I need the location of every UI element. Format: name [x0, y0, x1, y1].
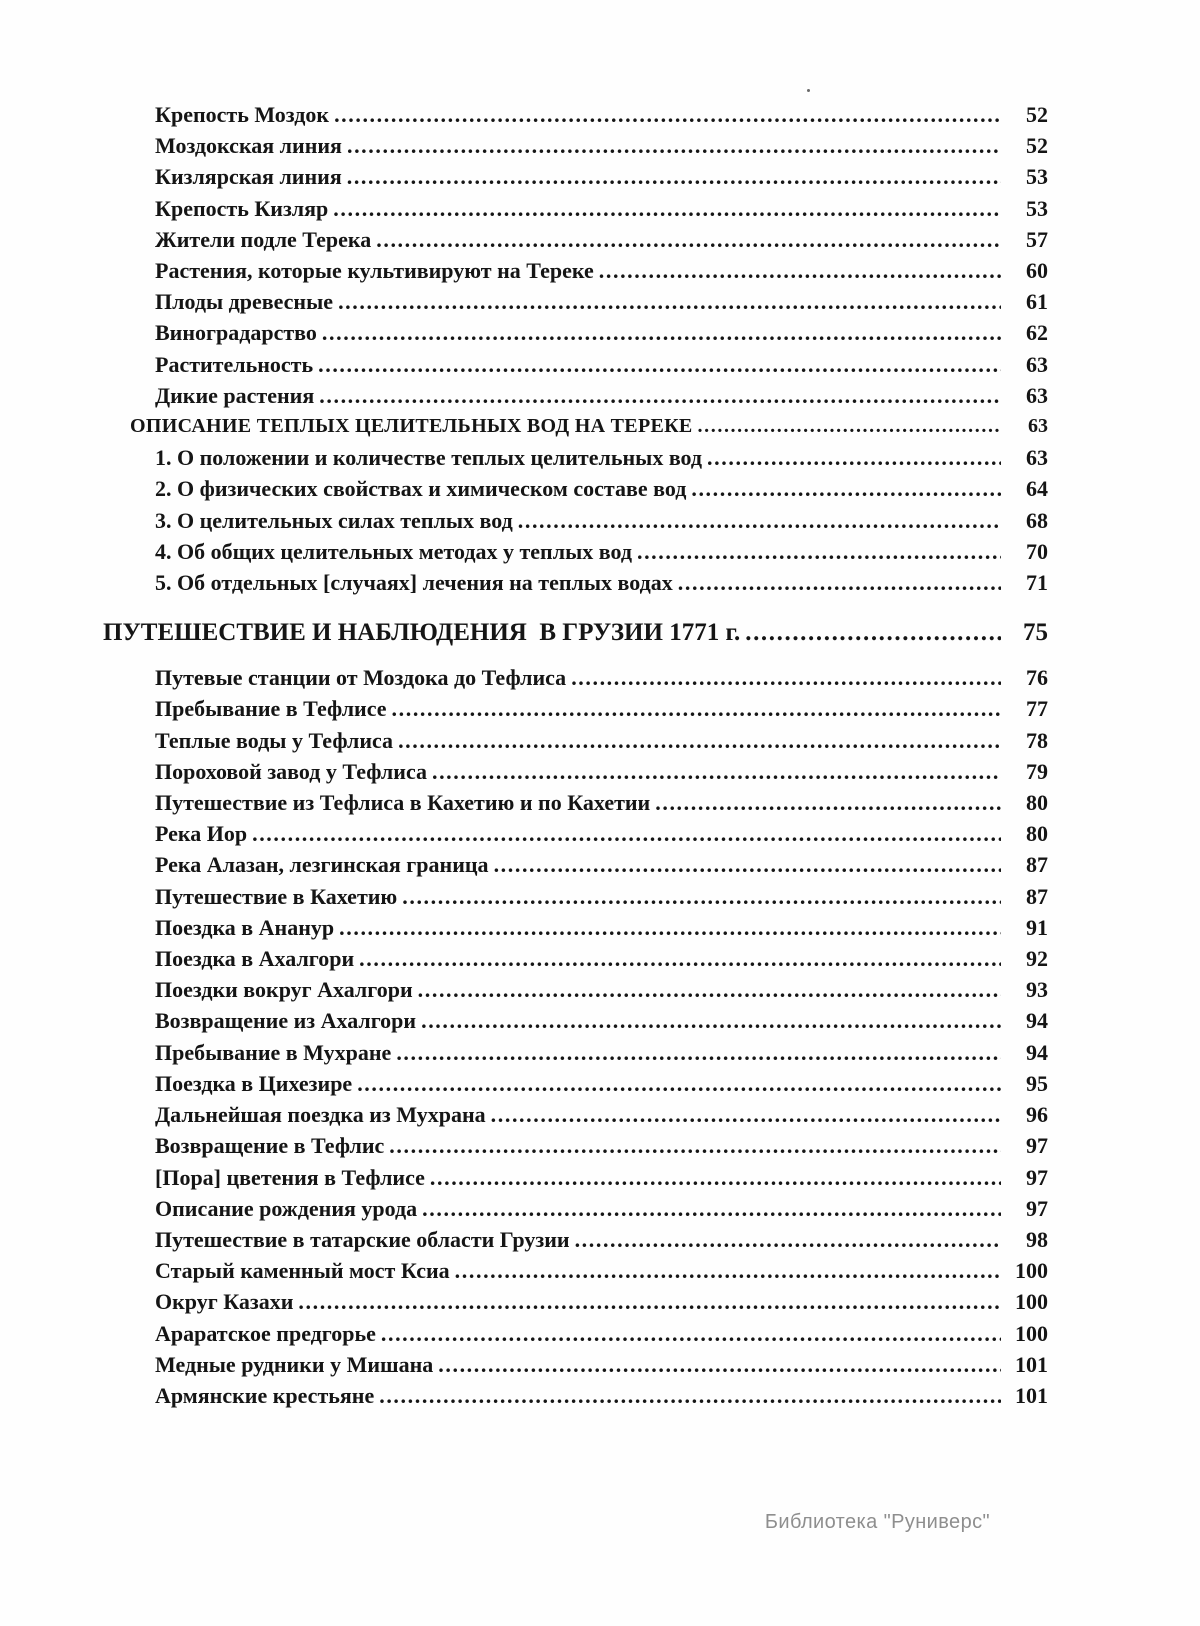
toc-entry-title: 4. Об общих целительных методах у теплых вод — [155, 538, 632, 564]
toc-entry-title: 2. О физических свойствах и химическом составе вод — [155, 476, 687, 502]
toc-entry-row — [103, 473, 1048, 504]
toc-entry-row — [103, 1193, 1048, 1224]
toc-entry-title: Путевые станции от Моздока до Тефлиса — [155, 665, 567, 691]
dotted-leader — [319, 380, 1001, 411]
dotted-leader — [318, 349, 1001, 380]
toc-entry-row — [103, 1162, 1048, 1193]
dotted-leader — [455, 1255, 1001, 1286]
toc-page-number: 57 — [1026, 226, 1048, 252]
toc-entry-row — [103, 725, 1048, 756]
toc-entry-title: Дикие растения — [155, 382, 315, 408]
dotted-leader — [381, 1318, 1001, 1349]
toc-page-number: 70 — [1026, 538, 1048, 564]
dotted-leader — [359, 943, 1001, 974]
toc-page-number: 94 — [1026, 1008, 1048, 1034]
toc-entry-title: Медные рудники у Мишана — [155, 1351, 434, 1377]
dotted-leader — [491, 1099, 1001, 1130]
toc-page-number: 63 — [1026, 351, 1048, 377]
toc-entry-title: Возвращение из Ахалгори — [155, 1008, 417, 1034]
toc-page-number: 80 — [1026, 790, 1048, 816]
toc-entry-title: Плоды древесные — [155, 289, 334, 315]
dotted-leader — [333, 193, 1001, 224]
toc-entry-row — [103, 536, 1048, 567]
toc-entry-row — [103, 1224, 1048, 1255]
toc-entry-title: Араратское предгорье — [155, 1320, 376, 1346]
toc-page-number: 97 — [1026, 1164, 1048, 1190]
toc-entry-title: Поездки вокруг Ахалгори — [155, 977, 413, 1003]
toc-page-number: 100 — [1015, 1289, 1048, 1315]
toc-entry-row — [103, 1037, 1048, 1068]
toc-entry-title: Путешествие в татарские области Грузии — [155, 1226, 570, 1252]
dotted-leader — [494, 849, 1001, 880]
toc-page-number: 53 — [1026, 164, 1048, 190]
toc-entry-title: Армянские крестьяне — [155, 1382, 375, 1408]
toc-entry-row — [103, 505, 1048, 536]
dotted-leader — [396, 1037, 1001, 1068]
toc-entry-title: Поездка в Ахалгори — [155, 946, 355, 972]
toc-page-number: 101 — [1015, 1351, 1048, 1377]
library-watermark: Библиотека "Руниверс" — [764, 1511, 990, 1533]
toc-entry-title: [Пора] цветения в Тефлисе — [155, 1164, 425, 1190]
toc-entry-title: Крепость Кизляр — [155, 195, 329, 221]
toc-entry-row — [103, 1068, 1048, 1099]
dotted-leader — [745, 616, 1001, 649]
toc-entry-row — [103, 1255, 1048, 1286]
dotted-leader — [298, 1286, 1001, 1317]
dotted-leader — [252, 818, 1001, 849]
dotted-leader — [422, 1193, 1001, 1224]
toc-entry-title: Путешествие из Тефлиса в Кахетию и по Кахетии — [155, 790, 651, 816]
toc-entry-row — [103, 1130, 1048, 1161]
dotted-leader — [571, 662, 1001, 693]
toc-entry-row — [103, 193, 1048, 224]
table-of-contents — [103, 99, 1048, 1411]
toc-entry-row — [103, 756, 1048, 787]
toc-page-number: 68 — [1026, 507, 1048, 533]
dotted-leader — [398, 725, 1001, 756]
toc-page-number: 97 — [1026, 1133, 1048, 1159]
toc-entry-title: Виноградарство — [155, 320, 317, 346]
toc-page-number: 93 — [1026, 977, 1048, 1003]
toc-entry-title: ОПИСАНИЕ ТЕПЛЫХ ЦЕЛИТЕЛЬНЫХ ВОД НА ТЕРЕКЕ — [130, 415, 693, 438]
toc-page-number: 79 — [1026, 758, 1048, 784]
toc-entry-row — [103, 693, 1048, 724]
toc-entry-title: Река Иор — [155, 821, 248, 847]
toc-entry-row — [103, 1099, 1048, 1130]
dotted-leader — [438, 1349, 1001, 1380]
toc-entry-title: Река Алазан, лезгинская граница — [155, 852, 489, 878]
toc-entry-title: 3. О целительных силах теплых вод — [155, 507, 513, 533]
toc-entry-title: Округ Казахи — [155, 1289, 294, 1315]
toc-entry-row — [103, 130, 1048, 161]
toc-entry-row — [103, 224, 1048, 255]
toc-page-number: 97 — [1026, 1195, 1048, 1221]
toc-page-number: 94 — [1026, 1039, 1048, 1065]
toc-chapter-heading-row — [103, 616, 1048, 649]
toc-page-number: 78 — [1026, 727, 1048, 753]
toc-entry-title: Дальнейшая поездка из Мухрана — [155, 1102, 486, 1128]
toc-entry-title: Жители подле Терека — [155, 226, 372, 252]
toc-entry-title: Пребывание в Мухране — [155, 1039, 392, 1065]
toc-entry-row — [103, 849, 1048, 880]
toc-page-number: 87 — [1026, 883, 1048, 909]
toc-entry-row — [103, 974, 1048, 1005]
toc-page-number: 98 — [1026, 1226, 1048, 1252]
dotted-leader — [432, 756, 1001, 787]
toc-entry-row — [103, 1318, 1048, 1349]
toc-entry-row — [103, 1380, 1048, 1411]
dotted-leader — [357, 1068, 1001, 1099]
toc-page-number: 60 — [1026, 258, 1048, 284]
dotted-leader — [707, 442, 1001, 473]
dotted-leader — [418, 974, 1001, 1005]
dotted-leader — [389, 1130, 1001, 1161]
toc-entry-title: Моздокская линия — [155, 133, 342, 159]
toc-entry-title: Растения, которые культивируют на Тереке — [155, 258, 594, 284]
toc-entry-row — [103, 818, 1048, 849]
toc-entry-title: 5. Об отдельных [случаях] лечения на теплых водах — [155, 570, 673, 596]
toc-entry-title: Крепость Моздок — [155, 102, 330, 127]
toc-entry-row — [103, 881, 1048, 912]
toc-page-number: 87 — [1026, 852, 1048, 878]
toc-entry-title: Пребывание в Тефлисе — [155, 696, 387, 722]
dotted-leader — [379, 1380, 1001, 1411]
toc-entry-row — [103, 1005, 1048, 1036]
toc-page-number: 96 — [1026, 1102, 1048, 1128]
dotted-leader — [518, 505, 1001, 536]
toc-page-number: 77 — [1026, 696, 1048, 722]
toc-page-number: 63 — [1026, 382, 1048, 408]
toc-page-number: 76 — [1026, 665, 1048, 691]
toc-entry-title: Описание рождения урода — [155, 1195, 418, 1221]
toc-page-number: 100 — [1015, 1320, 1048, 1346]
toc-entry-row — [103, 255, 1048, 286]
toc-page-number: 52 — [1026, 102, 1048, 127]
toc-page-number: 61 — [1026, 289, 1048, 315]
dotted-leader — [402, 881, 1001, 912]
toc-entry-row — [103, 442, 1048, 473]
dotted-leader — [575, 1224, 1001, 1255]
toc-entry-title: ПУТЕШЕСТВИЕ И НАБЛЮДЕНИЯ В ГРУЗИИ 1771 г. — [103, 619, 741, 647]
toc-entry-row — [103, 662, 1048, 693]
toc-entry-row — [103, 912, 1048, 943]
dotted-leader — [347, 130, 1001, 161]
toc-page-number: 62 — [1026, 320, 1048, 346]
toc-entry-row — [103, 567, 1048, 598]
toc-entry-row — [103, 380, 1048, 411]
toc-entry-title: Путешествие в Кахетию — [155, 883, 398, 909]
dotted-leader — [678, 567, 1001, 598]
toc-entry-row — [103, 286, 1048, 317]
dotted-leader — [338, 286, 1001, 317]
toc-entry-title: Поездка в Ананур — [155, 914, 335, 940]
toc-entry-row — [103, 787, 1048, 818]
dotted-leader — [691, 473, 1001, 504]
toc-page-number: 91 — [1026, 914, 1048, 940]
dotted-leader — [698, 411, 1001, 442]
toc-entry-title: Растительность — [155, 351, 314, 377]
toc-entry-row — [103, 317, 1048, 348]
toc-page-number: 80 — [1026, 821, 1048, 847]
dotted-leader — [376, 224, 1001, 255]
toc-entry-row — [103, 1286, 1048, 1317]
toc-page-number: 53 — [1026, 195, 1048, 221]
dotted-leader — [392, 693, 1001, 724]
toc-subsection-row — [103, 411, 1048, 442]
toc-page-number: 71 — [1026, 570, 1048, 596]
dotted-leader — [430, 1162, 1001, 1193]
toc-entry-title: Поездка в Цихезире — [155, 1070, 353, 1096]
toc-page-number: 101 — [1015, 1382, 1048, 1408]
toc-entry-title: Пороховой завод у Тефлиса — [155, 758, 427, 784]
dotted-leader — [347, 161, 1001, 192]
toc-entry-title: 1. О положении и количестве теплых целительных вод — [155, 445, 703, 471]
dotted-leader — [334, 99, 1001, 130]
dotted-leader — [421, 1005, 1001, 1036]
dotted-leader — [322, 317, 1001, 348]
toc-entry-row — [103, 99, 1048, 130]
dotted-leader — [637, 536, 1001, 567]
toc-entry-title: Старый каменный мост Ксиа — [155, 1258, 450, 1284]
toc-page-number: 75 — [1023, 619, 1048, 647]
toc-page-number: 63 — [1026, 445, 1048, 471]
dotted-leader — [655, 787, 1001, 818]
toc-page-number: 100 — [1015, 1258, 1048, 1284]
dotted-leader — [339, 912, 1001, 943]
toc-entry-row — [103, 161, 1048, 192]
toc-entry-title: Возвращение в Тефлис — [155, 1133, 385, 1159]
toc-page-number: 92 — [1026, 946, 1048, 972]
toc-entry-row — [103, 1349, 1048, 1380]
toc-page-number: 64 — [1026, 476, 1048, 502]
toc-entry-row — [103, 943, 1048, 974]
toc-entry-title: Кизлярская линия — [155, 164, 342, 190]
scan-artifact-dot — [807, 89, 810, 92]
toc-page-number: 63 — [1028, 415, 1048, 438]
toc-entry-row — [103, 349, 1048, 380]
toc-page-number: 52 — [1026, 133, 1048, 159]
dotted-leader — [599, 255, 1001, 286]
toc-entry-title: Теплые воды у Тефлиса — [155, 727, 394, 753]
toc-page-number: 95 — [1026, 1070, 1048, 1096]
